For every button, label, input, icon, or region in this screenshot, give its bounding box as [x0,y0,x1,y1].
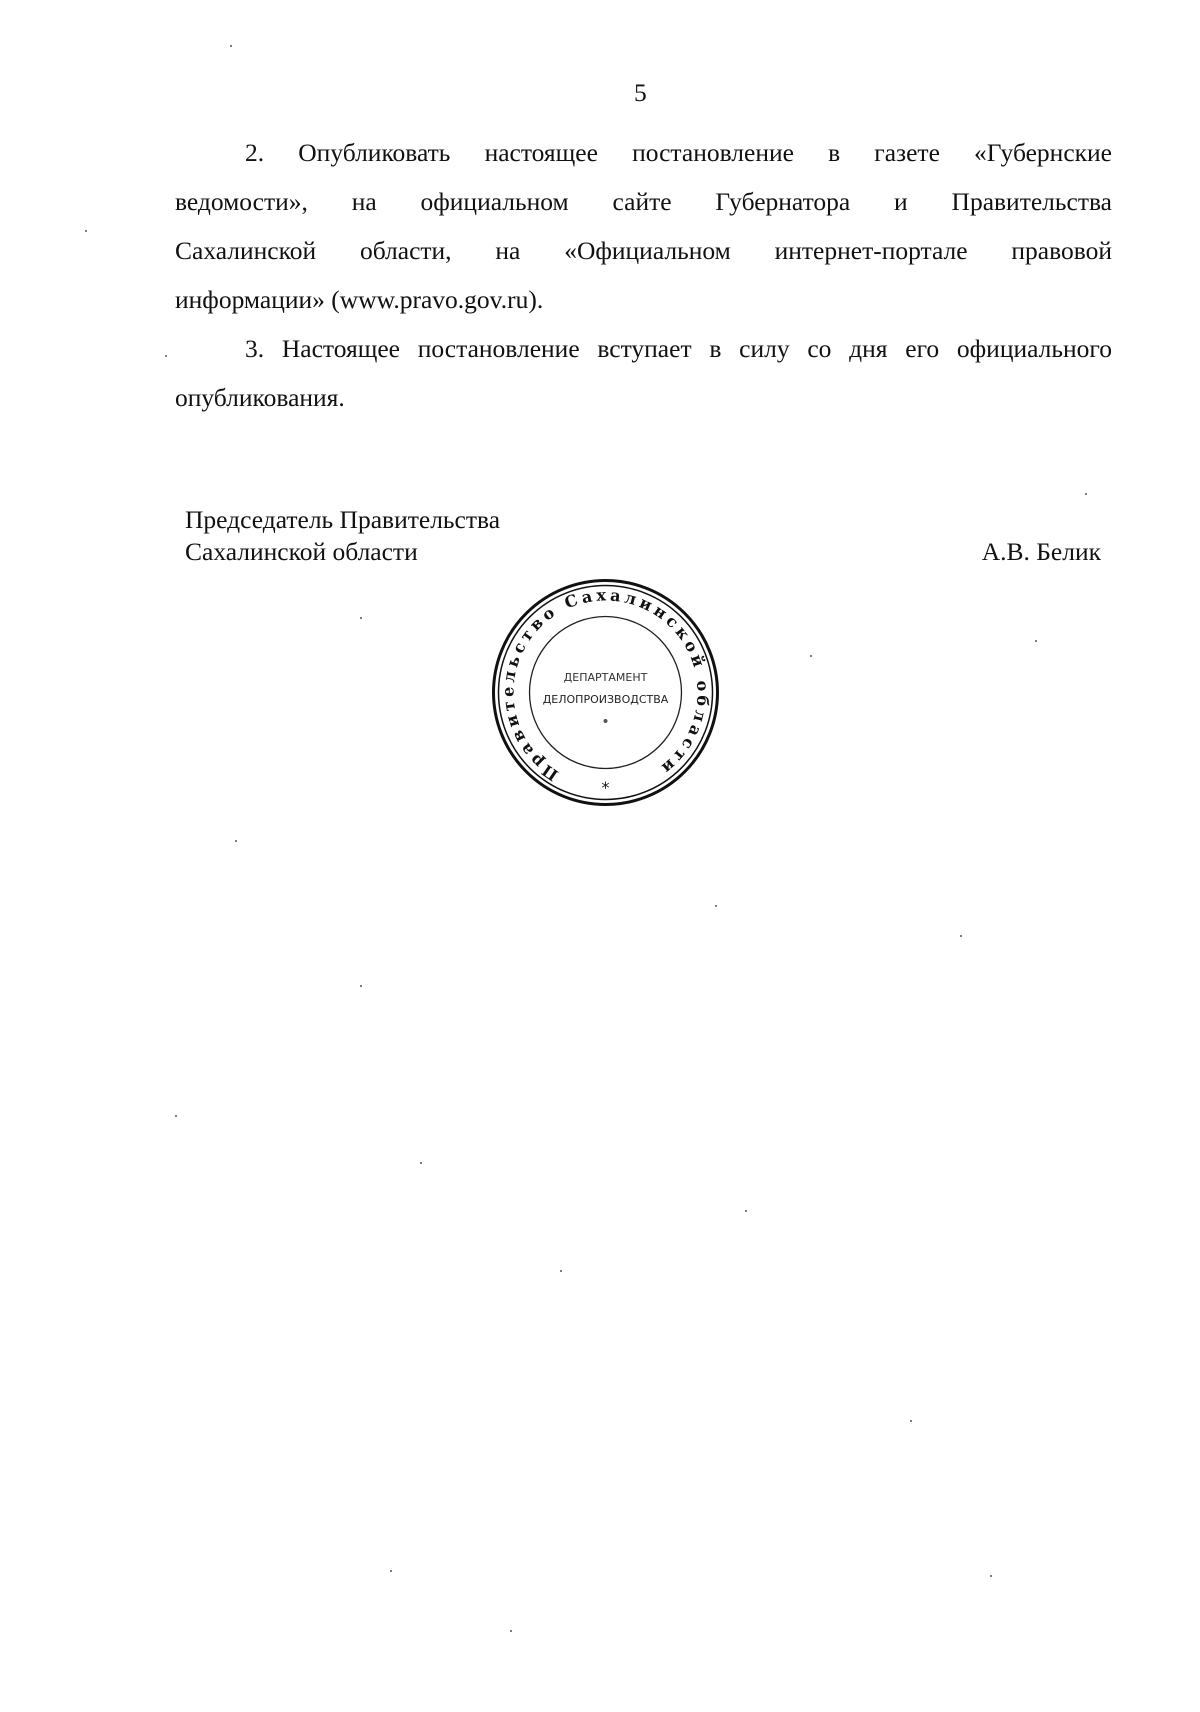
paragraph-3-line-1: 3. Настоящее постановление вступает в силу со дня его официального [245,334,1112,363]
paragraph-2-line-2: ведомости», на официальном сайте Губернатора и Правительства [175,187,1112,216]
signatory-position-line-2: Сахалинской области [185,537,418,566]
stamp-star: * [601,778,610,797]
signatory-name: А.В. Белик [981,537,1101,566]
stamp-inner-line-2: ДЕЛОПРОИЗВОДСТВА [542,693,669,706]
stamp-inner-line-1: ДЕПАРТАМЕНТ [563,671,648,684]
paragraph-2-line-4: информации» (www.pravo.gov.ru). [175,285,544,314]
official-seal-stamp [488,575,723,810]
paragraph-2-line-3: Сахалинской области, на «Официальном интернет-портале правовой [175,236,1112,265]
signatory-position-line-1: Председатель Правительства [185,505,501,534]
paragraph-2-line-1: 2. Опубликовать настоящее постановление в газете «Губернские [245,138,1112,167]
page-number: 5 [634,78,647,107]
stamp-emblem-icon [604,719,608,723]
stamp-outer-text: Правительство Сахалинской области [498,585,713,785]
paragraph-3-line-2: опубликования. [175,383,345,412]
